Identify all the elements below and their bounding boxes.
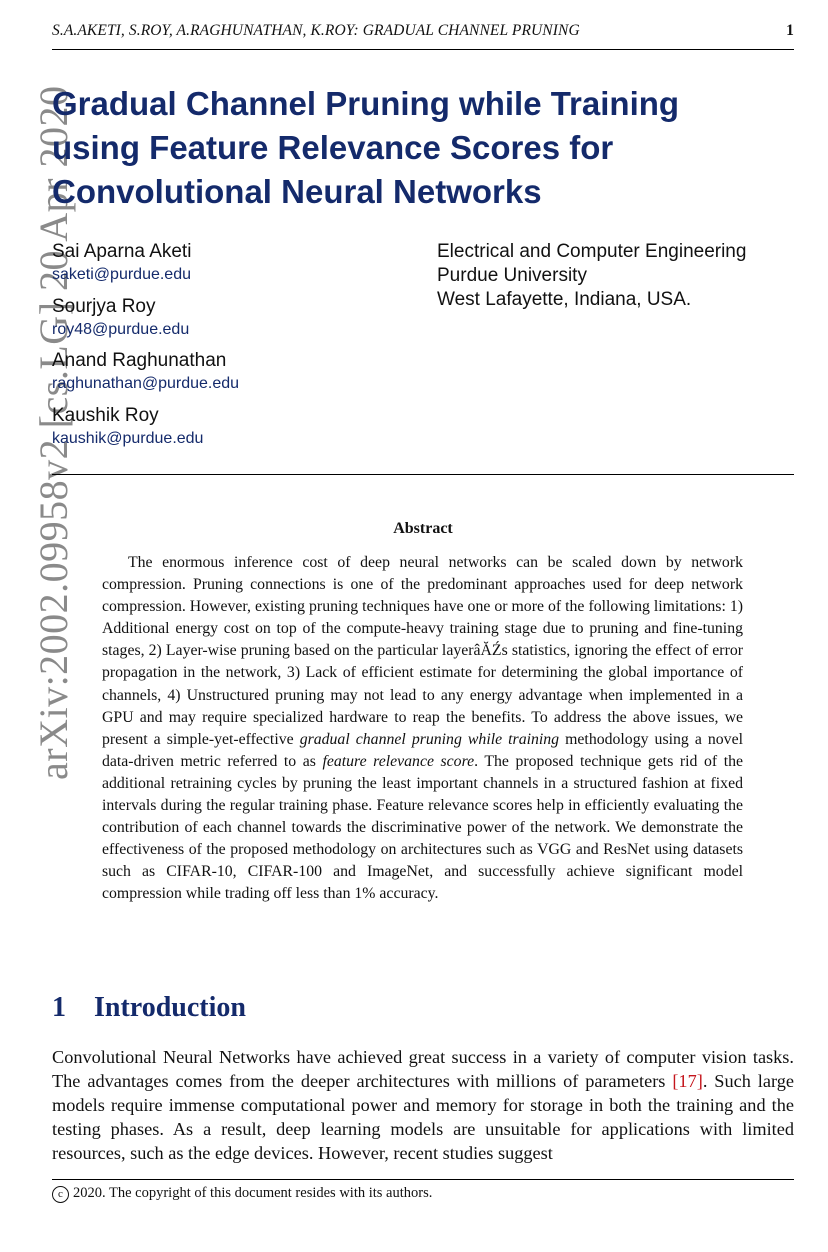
title-block-rule (52, 474, 794, 475)
section-number: 1 (52, 992, 66, 1023)
author-name: Sai Aparna Aketi (52, 241, 192, 262)
intro-paragraph (52, 1045, 794, 1165)
arxiv-stamp: arXiv:2002.09958v2 [cs.LG] 20 Apr 2020 (31, 85, 76, 780)
abstract-body (102, 552, 743, 906)
author-entry (52, 349, 412, 404)
author-entry (52, 404, 412, 459)
author-name: Sourjya Roy (52, 295, 156, 317)
copyright-footer (52, 1183, 432, 1203)
author-email[interactable]: raghunathan@purdue.edu (52, 375, 240, 392)
author-entry (52, 295, 412, 350)
title-line: Gradual Channel Pruning while Training (52, 85, 680, 122)
abstract-text: methodology using a novel data-driven metric referred to as (102, 730, 743, 770)
affiliation (437, 240, 797, 312)
affiliation-line: Purdue University (437, 265, 587, 286)
author-email[interactable]: saketi@purdue.edu (52, 266, 191, 283)
paper-title (52, 82, 772, 214)
footer-rule (52, 1179, 794, 1180)
affiliation-line: Electrical and Computer Engineering (437, 241, 747, 262)
author-email[interactable]: kaushik@purdue.edu (52, 429, 204, 447)
title-line: Convolutional Neural Networks (52, 173, 542, 210)
author-list (52, 240, 412, 458)
intro-text: Convolutional Neural Networks have achieved great success in a variety of computer vision tasks. The advantages comes from the deeper architectures with millions of parameters (52, 1047, 794, 1091)
copyright-text: 2020. The copyright of this document resides with its authors. (73, 1185, 433, 1201)
running-head (52, 20, 794, 42)
abstract-emphasis: gradual channel pruning while training (299, 730, 560, 748)
abstract-text: . The proposed technique gets rid of the additional retraining cycles by pruning the least important channels in a structured fashion at fixed intervals during the regular training phase. Feature relevance scores help in efficiently evaluating the contribution of each channel towards the discriminative power of the network. We demonstrate the effectiveness of the proposed methodology on architectures such as VGG and ResNet using datasets such as CIFAR-10, CIFAR-100 and ImageNet, and successfully achieve significant model compression while trading off less than 1% accuracy. (102, 752, 743, 903)
section-title: Introduction (94, 992, 246, 1023)
author-name: Kaushik Roy (52, 404, 159, 426)
author-name: Anand Raghunathan (52, 350, 227, 371)
affiliation-line: West Lafayette, Indiana, USA. (437, 289, 692, 310)
copyright-icon: c (52, 1186, 69, 1203)
abstract-text: The enormous inference cost of deep neural networks can be scaled down by network compression. Pruning connections is one of the predominant approaches used for deep network compression. However, existing pruning techniques have one or more of the following limitations: 1) Additional energy cost on top of the compute-heavy training stage due to pruning and fine-tuning stages, 2) Layer-wise pruning based on the particular layerâĂŹs statistics, ignoring the effect of error propagation in the network, 3) Lack of efficient estimate for determining the global importance of channels, 4) Unstructured pruning may not lead to any energy advantage when implemented in a GPU and may require specialized hardware to reap the benefits. To address the above issues, we present a simple-yet-effective (102, 554, 743, 748)
abstract-emphasis: feature relevance score (322, 752, 475, 770)
intro-text: . Such large models require immense computational power and memory for storage in both the training and the testing phases. As a result, deep learning models are unsuitable for applications with limited resources, such as the edge devices. However, recent studies suggest (52, 1071, 795, 1163)
running-head-text: S.A.AKETI, S.ROY, A.RAGHUNATHAN, K.ROY: GRADUAL CHANNEL PRUNING (52, 22, 580, 39)
author-entry (52, 240, 412, 295)
title-line: using Feature Relevance Scores for (52, 129, 614, 166)
abstract-heading: Abstract (393, 520, 453, 537)
section-heading (52, 988, 246, 1028)
author-email[interactable]: roy48@purdue.edu (52, 320, 190, 338)
citation-link[interactable]: [17] (672, 1071, 703, 1091)
page-number: 1 (786, 22, 794, 39)
header-rule (52, 49, 794, 50)
